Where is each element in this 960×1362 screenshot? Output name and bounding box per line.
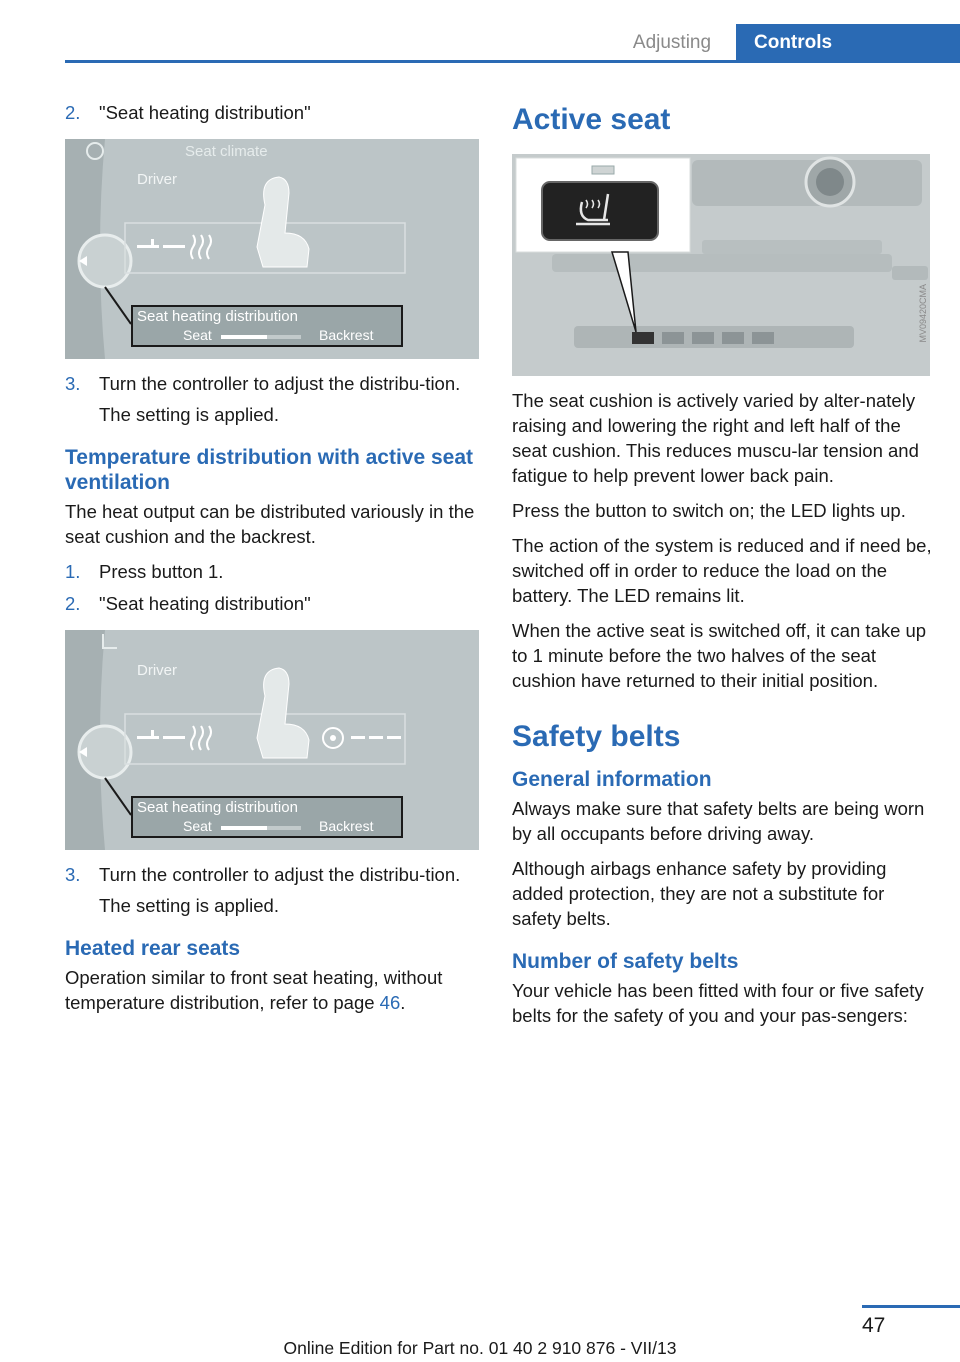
step-number: 1. [65,561,81,582]
step-turn-controller-1 [65,371,483,427]
seat-label: Seat [183,327,212,343]
header-rule [65,60,960,63]
step-number: 3. [65,864,81,885]
step-press-button [65,559,483,584]
seat-heating-distribution-box [131,305,403,347]
seat-ventilation-display-figure [65,630,479,850]
general-info-para-1: Always make sure that safety belts are being worn by all occupants before driving away. [512,798,925,844]
step-text: "Seat heating distribution" [99,102,311,123]
seat-heating-distribution-box [131,796,403,838]
driver-label: Driver [137,662,177,679]
step-text: Press button 1. [99,561,224,582]
distribution-title: Seat heating distribution [137,308,298,325]
heading-temperature-distribution: Temperature distribution with active seat ventilation [65,446,474,494]
seat-label: Seat [183,818,212,834]
step-text: "Seat heating distribution" [99,593,311,614]
backrest-label: Backrest [319,327,374,343]
heading-heated-rear-seats: Heated rear seats [65,937,241,960]
heading-safety-belts: Safety belts [512,720,681,753]
step-text: Turn the controller to adjust the distribu‐tion. [99,373,461,394]
distribution-slider [221,824,301,832]
rear-seats-text: Operation similar to front seat heating, without temperature distribution, refer to page [65,967,443,1013]
heading-active-seat: Active seat [512,103,671,136]
edition-footer: Online Edition for Part no. 01 40 2 910 876 - VII/13 [283,1338,677,1358]
active-seat-para-2: Press the button to switch on; the LED lights up. [512,500,906,521]
backrest-label: Backrest [319,818,374,834]
step-number: 2. [65,593,81,614]
left-column [65,100,483,1025]
rear-seats-text-end: . [400,992,406,1013]
page-number: 47 [862,1314,886,1337]
seat-climate-title: Seat climate [185,143,268,160]
seat-climate-display-figure [65,139,479,359]
active-seat-para-1: The seat cushion is actively varied by alter‐nately raising and lowering the right and left half of the seat cushion. This reduces muscu‐lar tension and fatigue to help prevent lower back pain. [512,390,919,486]
footer-rule [862,1305,960,1308]
step-seat-heating-distribution-2 [65,591,483,616]
step-number: 2. [65,102,81,123]
step-text: Turn the controller to adjust the distribu‐tion. [99,864,461,885]
image-reference-code: MV09420CMA [918,284,928,343]
step-turn-controller-2 [65,862,483,918]
active-seat-para-3: The action of the system is reduced and if need be, switched off in order to reduce the load on the battery. The LED remains lit. [512,535,932,606]
distribution-title: Seat heating distribution [137,799,298,816]
heading-general-information: General information [512,768,712,791]
step-result: The setting is applied. [99,895,279,916]
distribution-slider [221,333,301,341]
temperature-distribution-text: The heat output can be distributed variously in the seat cushion and the backrest. [65,501,475,547]
page-reference-link[interactable]: 46 [379,992,401,1013]
heading-number-of-safety-belts: Number of safety belts [512,950,739,973]
heated-rear-seats-text [65,965,483,1015]
header-section-tab: Adjusting [632,32,712,53]
number-of-belts-text: Your vehicle has been fitted with four or five safety belts for the safety of you and your pas‐sengers: [512,980,924,1026]
general-info-para-2: Although airbags enhance safety by providing added protection, they are not a substitute for safety belts. [512,858,887,929]
active-seat-button-photo [512,154,930,376]
step-seat-heating-distribution-1 [65,100,483,125]
active-seat-para-4: When the active seat is switched off, it can take up to 1 minute before the two halves of the seat cushion have returned to their initial position. [512,620,927,691]
driver-label: Driver [137,171,177,188]
header-chapter-tab: Controls [736,24,960,63]
right-column [512,100,932,1038]
center-console-graphic [512,154,930,376]
step-number: 3. [65,373,81,394]
step-result: The setting is applied. [99,404,279,425]
